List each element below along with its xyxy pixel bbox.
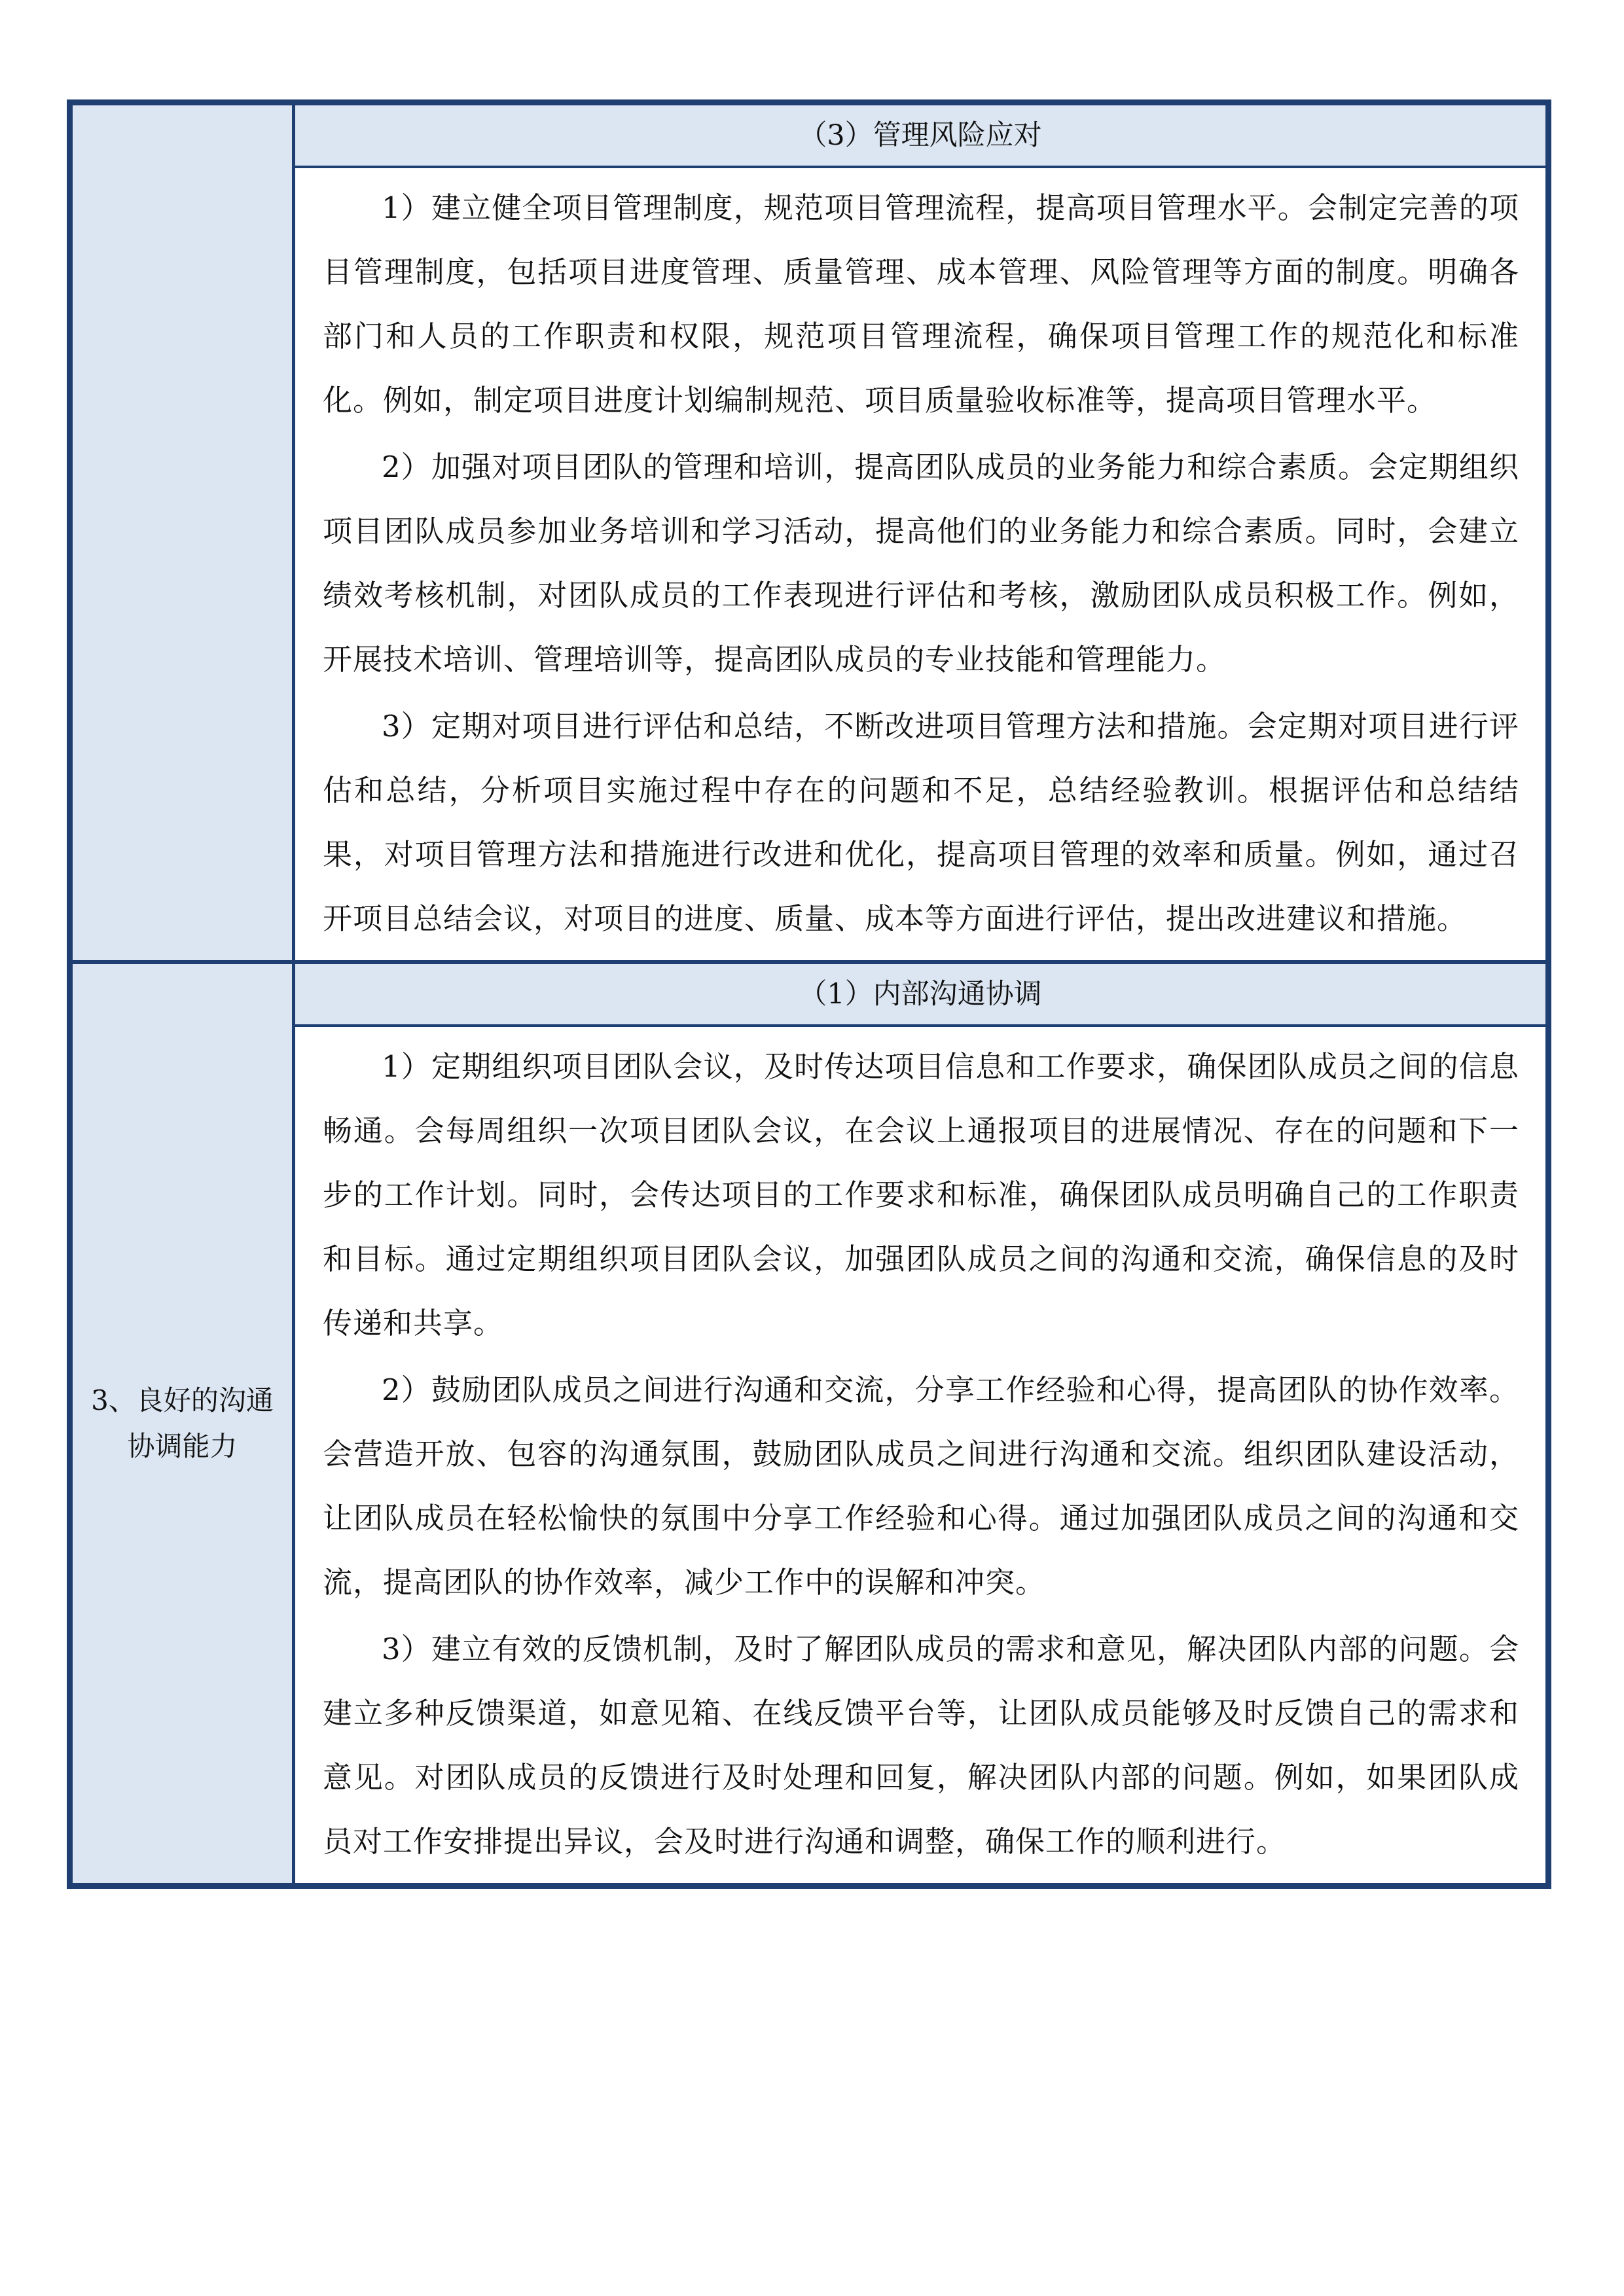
paragraph: 2）鼓励团队成员之间进行沟通和交流，分享工作经验和心得，提高团队的协作效率。会营造开放、包容的沟通氛围，鼓励团队成员之间进行沟通和交流。组织团队建设活动，让团队成员在轻松愉快的氛围中分享工作经验和心得。通过加强团队成员之间的沟通和交流，提高团队的协作效率，减少工作中的误解和冲突。 — [323, 1372, 1519, 1600]
paragraph: 1）建立健全项目管理制度，规范项目管理流程，提高项目管理水平。会制定完善的项目管理制度，包括项目进度管理、质量管理、成本管理、风险管理等方面的制度。明确各部门和人员的工作职责和权限，规范项目管理流程，确保项目管理工作的规范化和标准化。例如，制定项目进度计划编制规范、项目质量验收标准等，提高项目管理水平。 — [323, 190, 1519, 418]
section-header: （1）内部沟通协调 — [295, 964, 1545, 1027]
table-row-communication — [73, 960, 1545, 1883]
section-body — [295, 1027, 1545, 1883]
row-label: 3、良好的沟通协调能力 — [91, 1384, 274, 1462]
row-label-cell — [73, 105, 295, 960]
content-cell — [295, 964, 1545, 1883]
paragraph: 3）定期对项目进行评估和总结，不断改进项目管理方法和措施。会定期对项目进行评估和总结，分析项目实施过程中存在的问题和不足，总结经验教训。根据评估和总结结果，对项目管理方法和措施进行改进和优化，提高项目管理的效率和质量。例如，通过召开项目总结会议，对项目的进度、质量、成本等方面进行评估，提出改进建议和措施。 — [323, 709, 1519, 936]
table-row-risk-management — [73, 105, 1545, 960]
content-cell — [295, 105, 1545, 960]
content-table — [67, 99, 1551, 1889]
paragraph: 1）定期组织项目团队会议，及时传达项目信息和工作要求，确保团队成员之间的信息畅通。会每周组织一次项目团队会议，在会议上通报项目的进展情况、存在的问题和下一步的工作计划。同时，会传达项目的工作要求和标准，确保团队成员明确自己的工作职责和目标。通过定期组织项目团队会议，加强团队成员之间的沟通和交流，确保信息的及时传递和共享。 — [323, 1049, 1519, 1340]
row-label-cell — [73, 964, 295, 1883]
paragraph: 3）建立有效的反馈机制，及时了解团队成员的需求和意见，解决团队内部的问题。会建立多种反馈渠道，如意见箱、在线反馈平台等，让团队成员能够及时反馈自己的需求和意见。对团队成员的反馈进行及时处理和回复，解决团队内部的问题。例如，如果团队成员对工作安排提出异议，会及时进行沟通和调整，确保工作的顺利进行。 — [323, 1632, 1519, 1859]
paragraph: 2）加强对项目团队的管理和培训，提高团队成员的业务能力和综合素质。会定期组织项目团队成员参加业务培训和学习活动，提高他们的业务能力和综合素质。同时，会建立绩效考核机制，对团队成员的工作表现进行评估和考核，激励团队成员积极工作。例如，开展技术培训、管理培训等，提高团队成员的专业技能和管理能力。 — [323, 450, 1519, 677]
section-header: （3）管理风险应对 — [295, 105, 1545, 168]
section-body — [295, 168, 1545, 960]
